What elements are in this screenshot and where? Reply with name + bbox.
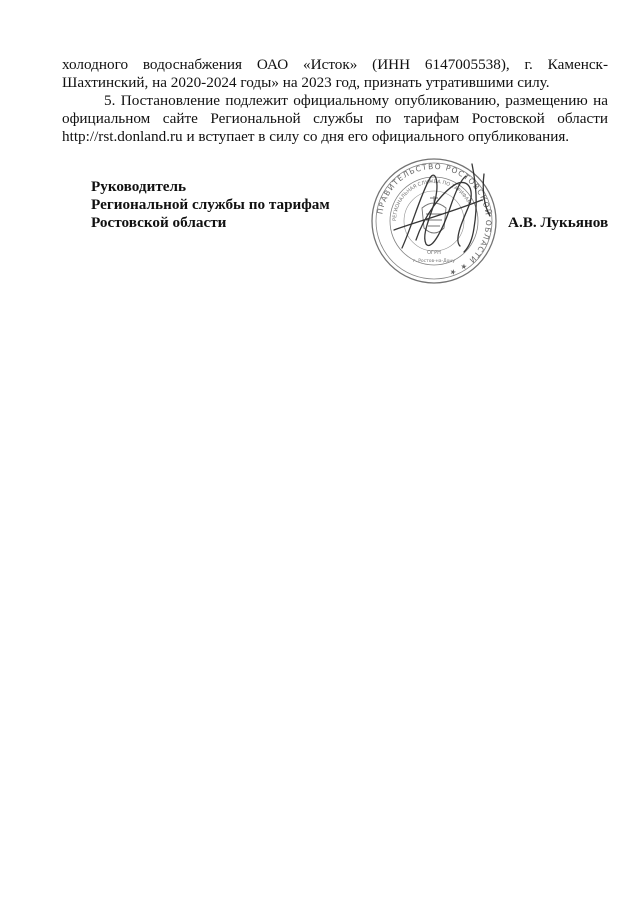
svg-text:ОГРН: ОГРН [427, 250, 441, 256]
signatory-title-line-1: Руководитель [91, 178, 187, 195]
signatory-title-line-3: Ростовской области [91, 214, 227, 231]
signatory-title-line-2: Региональной службы по тарифам [91, 196, 330, 213]
svg-text:г. Ростов-на-Дону: г. Ростов-на-Дону [412, 259, 456, 264]
signatory-name: А.В. Лукьянов [508, 214, 609, 231]
signatory-title [91, 178, 330, 232]
svg-text:РЕГИОНАЛЬНАЯ СЛУЖБА ПО ТАРИФАМ: РЕГИОНАЛЬНАЯ СЛУЖБА ПО ТАРИФАМ [391, 178, 472, 222]
paragraph-5: 5. Постановление подлежит официальному опубликованию, размещению на официальном сайте Региональной службы по тарифам Ростовской области http://rst.donland.ru и вступает в силу со дня его официального опубликования. [62, 92, 608, 145]
svg-text:ПРАВИТЕЛЬСТВО РОСТОВСКОЙ ОБЛАС: ПРАВИТЕЛЬСТВО РОСТОВСКОЙ ОБЛАСТИ ★ ★ [375, 161, 494, 278]
official-seal-stamp [364, 156, 504, 286]
paragraph-continuation: холодного водоснабжения ОАО «Исток» (ИНН 6147005538), г. Каменск-Шахтинский, на 2020-2024 годы» на 2023 год, признать утратившими силу. [62, 56, 608, 91]
